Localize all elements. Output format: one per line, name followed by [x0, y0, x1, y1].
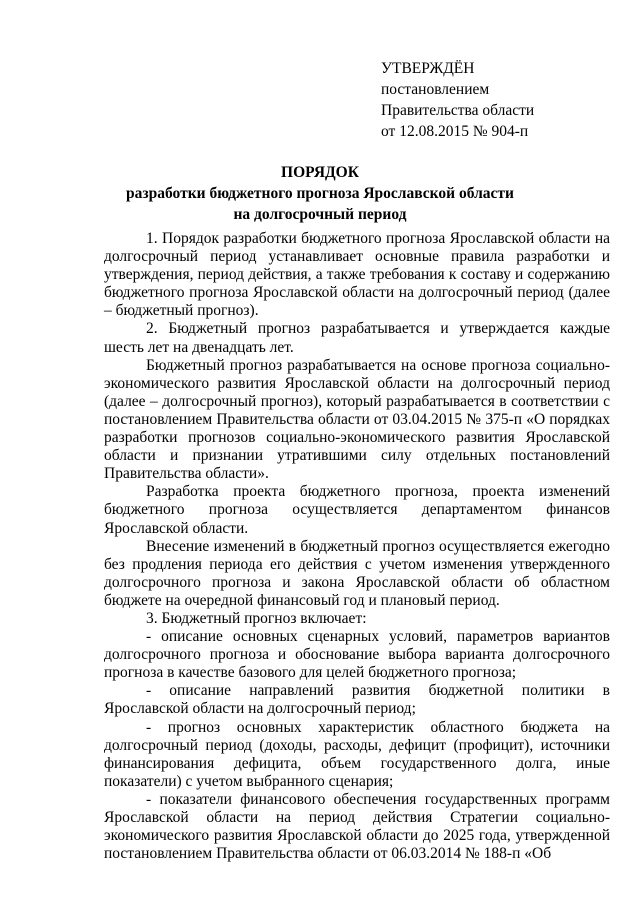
- paragraph: 2. Бюджетный прогноз разрабатывается и утверждается каждые шесть лет на двенадцать лет.: [104, 320, 610, 356]
- list-item: - прогноз основных характеристик областного бюджета на долгосрочный период (доходы, расходы, дефицит (профицит), источники финансирования дефицита, объем государственного долга, иные показатели) с учетом выбранного сценария;: [104, 718, 610, 790]
- paragraph: Бюджетный прогноз разрабатывается на основе прогноза социально-экономического развития Ярославской области на долгосрочный период (далее – долгосрочный прогноз), который разрабатывается в соответствии с постановлением Правительства области от 03.04.2015 № 375-п «О порядках разработки прогнозов социально-экономического развития Ярославской области и признании утратившими силу отдельных постановлений Правительства области».: [104, 356, 610, 483]
- list-item: - описание направлений развития бюджетной политики в Ярославской области на долгосрочный период;: [104, 682, 610, 718]
- paragraph: 3. Бюджетный прогноз включает:: [146, 609, 367, 627]
- document-body: [104, 230, 610, 863]
- title-subheading: разработки бюджетного прогноза Ярославской области: [126, 185, 514, 202]
- approval-line: постановлением: [381, 81, 490, 98]
- paragraph: 1. Порядок разработки бюджетного прогноза Ярославской области на долгосрочный период устанавливает основные правила разработки и утверждения, период действия, а также требования к составу и содержанию бюджетного прогноза Ярославской области на долгосрочный период (далее – бюджетный прогноз).: [104, 230, 610, 320]
- approval-heading: УТВЕРЖДЁН: [381, 60, 475, 77]
- list-item: - описание основных сценарных условий, параметров вариантов долгосрочного прогноза и обоснование выбора варианта долгосрочного прогноза в качестве базового для целей бюджетного прогноза;: [104, 628, 610, 682]
- title-heading: ПОРЯДОК: [281, 164, 359, 181]
- list-item: - показатели финансового обеспечения государственных программ Ярославской области на период действия Стратегии социально-экономического развития Ярославской области до 2025 года, утвержденной постановлением Правительства области от 06.03.2014 № 188-п «Об: [104, 790, 610, 863]
- paragraph: Разработка проекта бюджетного прогноза, проекта изменений бюджетного прогноза осуществляется департаментом финансов Ярославской области.: [104, 483, 610, 537]
- paragraph: Внесение изменений в бюджетный прогноз осуществляется ежегодно без продления периода его действия с учетом изменения утвержденного долгосрочного прогноза и закона Ярославской области об областном бюджете на очередной финансовый год и плановый период.: [104, 537, 610, 609]
- approval-line: Правительства области: [381, 102, 535, 119]
- document-title: [0, 162, 640, 225]
- approval-date: от 12.08.2015 № 904-п: [381, 123, 529, 140]
- approval-block: [381, 58, 534, 142]
- title-subheading: на долгосрочный период: [233, 206, 407, 223]
